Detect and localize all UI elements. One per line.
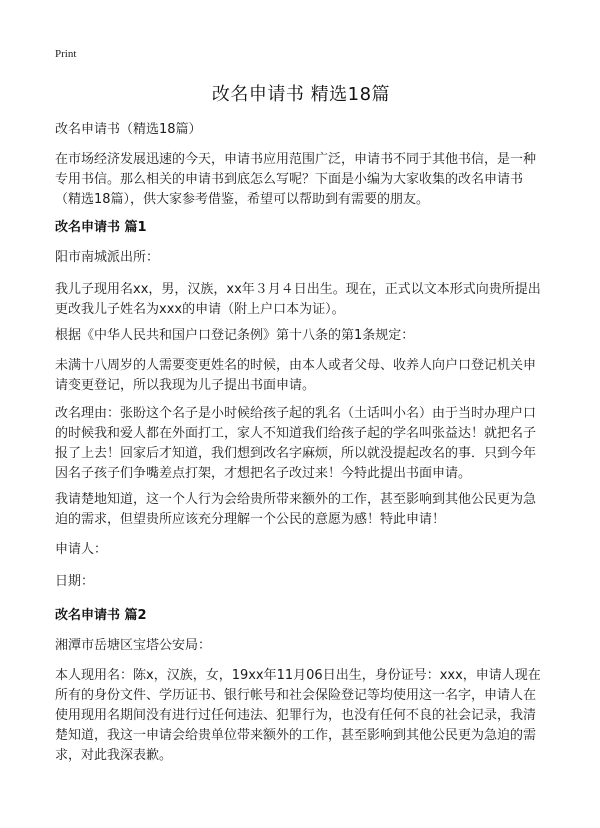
section-heading-1: 改名申请书 篇1	[55, 220, 147, 235]
paragraph: 改名理由：张盼这个名子是小时候给孩子起的乳名（土话叫小名）由于当时办理户口的时候我和爱人都在外面打工，家人不知道我们给孩子起的学名叫张益达！就把名子报了上去！回家后才知道，我们想到改名字麻烦，所以就没提起改名的事．只到今年因名子孩子们争嘴差点打架，才想把名子改过来！今特此提出书面申请。	[55, 406, 537, 481]
paragraph: 未满十八周岁的人需要变更姓名的时候，由本人或者父母、收养人向户口登记机关申请变更登记，所以我现为儿子提出书面申请。	[55, 358, 537, 393]
applicant-label: 申请人：	[55, 542, 108, 557]
intro-summary: 在市场经济发展迅速的今天，申请书应用范围广泛，申请书不同于其他书信，是一种专用书信。那么相关的申请书到底怎么写呢？下面是小编为大家收集的改名申请书（精选18篇），供大家参考借鉴，希望可以帮助到有需要的朋友。	[55, 152, 537, 207]
addressee-2: 湘潭市岳塘区宝塔公安局：	[55, 638, 212, 653]
addressee-1: 阳市南城派出所：	[55, 250, 160, 265]
date-label: 日期：	[55, 574, 95, 589]
page-title: 改名申请书 精选18篇	[211, 84, 391, 105]
paragraph: 根据《中华人民共和国户口登记条例》第十八条的第1条规定：	[55, 328, 415, 343]
paragraph: 我请楚地知道，这一个人行为会给贵所带来额外的工作，甚至影响到其他公民更为急迫的需求，但望贵所应该充分理解一个公民的意愿为感！特此申请！	[55, 492, 537, 527]
section-heading-2: 改名申请书 篇2	[55, 608, 147, 623]
intro-subtitle: 改名申请书（精选18篇）	[55, 122, 202, 137]
print-link[interactable]: Print	[55, 48, 77, 60]
paragraph: 我儿子现用名xx，男，汉族，xx年３月４日出生。现在，正式以文本形式向贵所提出更改我儿子姓名为xxx的申请（附上户口本为证）。	[55, 282, 541, 317]
paragraph: 本人现用名：陈x，汉族，女，19xx年11月06日出生，身份证号：xxx，申请人现在所有的身份文件、学历证书、银行帐号和社会保险登记等均使用这一名字，申请人在使用现用名期间没有进行过任何违法、犯罪行为，也没有任何不良的社会记录，我清楚知道，我这一申请会给贵单位带来额外的工作，甚至影响到其他公民更为急迫的需求，对此我深表歉。	[55, 668, 541, 763]
